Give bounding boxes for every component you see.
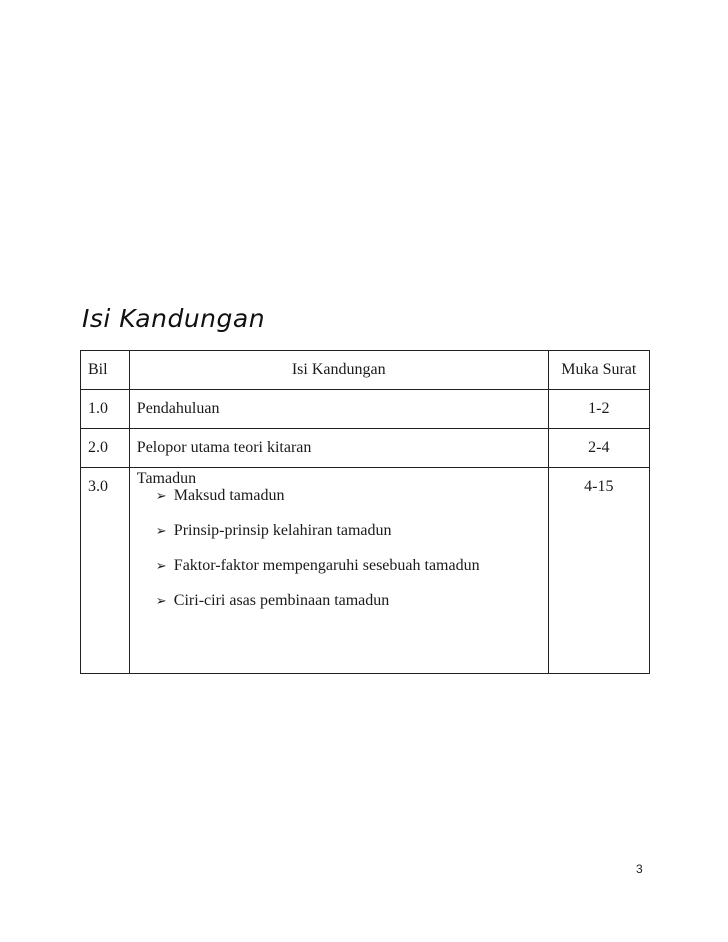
arrow-bullet-icon: ➢ [155, 524, 167, 539]
subitem-label: Prinsip-prinsip kelahiran tamadun [173, 522, 392, 539]
subitem-label: Maksud tamadun [173, 487, 285, 504]
page-number: 3 [636, 862, 643, 876]
table-row [81, 390, 650, 429]
row-title-cell [129, 468, 548, 674]
row-title: Pelopor utama teori kitaran [129, 429, 548, 468]
arrow-bullet-icon: ➢ [155, 489, 167, 504]
list-item [156, 556, 548, 577]
subitem-list [130, 486, 548, 612]
arrow-bullet-icon: ➢ [155, 594, 167, 609]
header-bil: Bil [81, 351, 130, 390]
row-title: Tamadun [136, 470, 197, 487]
row-bil: 1.0 [81, 390, 130, 429]
row-page: 4-15 [548, 468, 649, 674]
arrow-bullet-icon: ➢ [155, 559, 167, 574]
header-page: Muka Surat [548, 351, 649, 390]
subitem-label: Faktor-faktor mempengaruhi sesebuah tamadun [173, 557, 480, 574]
subitem-label: Ciri-ciri asas pembinaan tamadun [173, 592, 390, 609]
row-page: 1-2 [548, 390, 649, 429]
table-row [81, 468, 650, 674]
row-page: 2-4 [548, 429, 649, 468]
list-item [156, 521, 548, 542]
row-title: Pendahuluan [129, 390, 548, 429]
table-header-row [81, 351, 650, 390]
header-title: Isi Kandungan [129, 351, 548, 390]
row-bil: 2.0 [81, 429, 130, 468]
row-bil: 3.0 [81, 468, 130, 674]
list-item [156, 486, 548, 507]
page-heading: Isi Kandungan [82, 304, 266, 333]
list-item [156, 591, 548, 612]
contents-table [80, 350, 650, 674]
